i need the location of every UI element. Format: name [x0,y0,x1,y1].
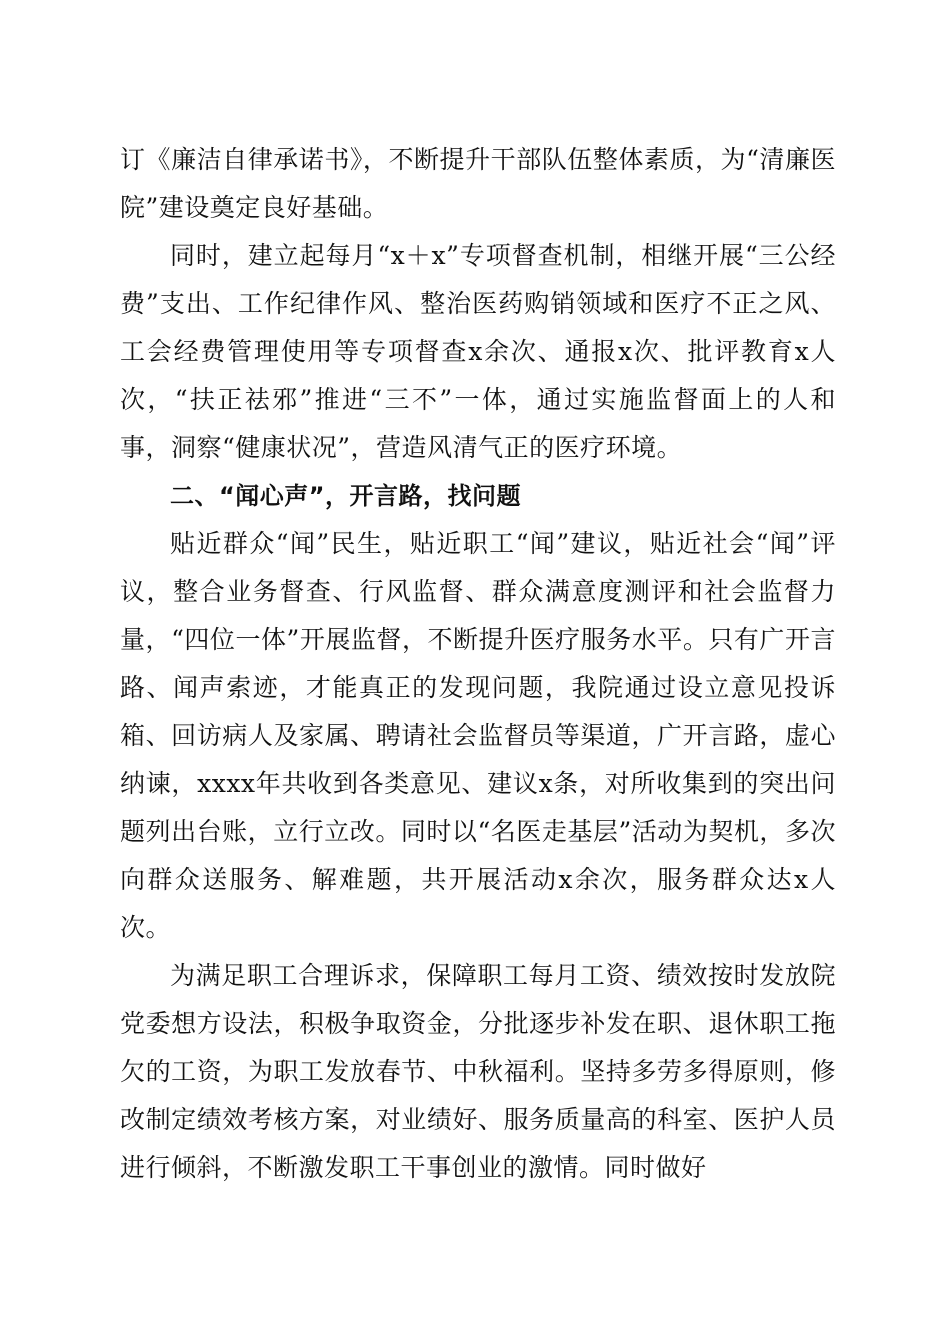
document-body [120,136,836,1192]
section-heading: 二、“闻心声”，开言路，找问题 [170,482,522,510]
paragraph-staff-welfare: 为满足职工合理诉求，保障职工每月工资、绩效按时发放院党委想方设法，积极争取资金，分批逐步补发在职、退休职工拖欠的工资，为职工发放春节、中秋福利。坚持多劳多得原则，修改制定绩效考核方案，对业绩好、服务质量高的科室、医护人员进行倾斜，不断激发职工干事创业的激情。同时做好 [120,961,836,1182]
paragraph-public-opinion: 贴近群众“闻”民生，贴近职工“闻”建议，贴近社会“闻”评议，整合业务督查、行风监督、群众满意度测评和社会监督力量，“四位一体”开展监督，不断提升医疗服务水平。只有广开言路、闻声索迹，才能真正的发现问题，我院通过设立意见投诉箱、回访病人及家属、聘请社会监督员等渠道，广开言路，虚心纳谏，xxxx年共收到各类意见、建议x条，对所收集到的突出问题列出台账，立行立改。同时以“名医走基层”活动为契机，多次向群众送服务、解难题，共开展活动x余次，服务群众达x人次。 [120,529,836,942]
paragraph-supervision-mechanism: 同时，建立起每月“x＋x”专项督查机制，相继开展“三公经费”支出、工作纪律作风、整治医药购销领域和医疗不正之风、工会经费管理使用等专项督查x余次、通报x次、批评教育x人次，“扶正祛邪”推进“三不”一体，通过实施监督面上的人和事，洞察“健康状况”，营造风清气正的医疗环境。 [120,241,836,462]
paragraph-continuation: 订《廉洁自律承诺书》，不断提升干部队伍整体素质，为“清廉医院”建设奠定良好基础。 [120,145,836,222]
